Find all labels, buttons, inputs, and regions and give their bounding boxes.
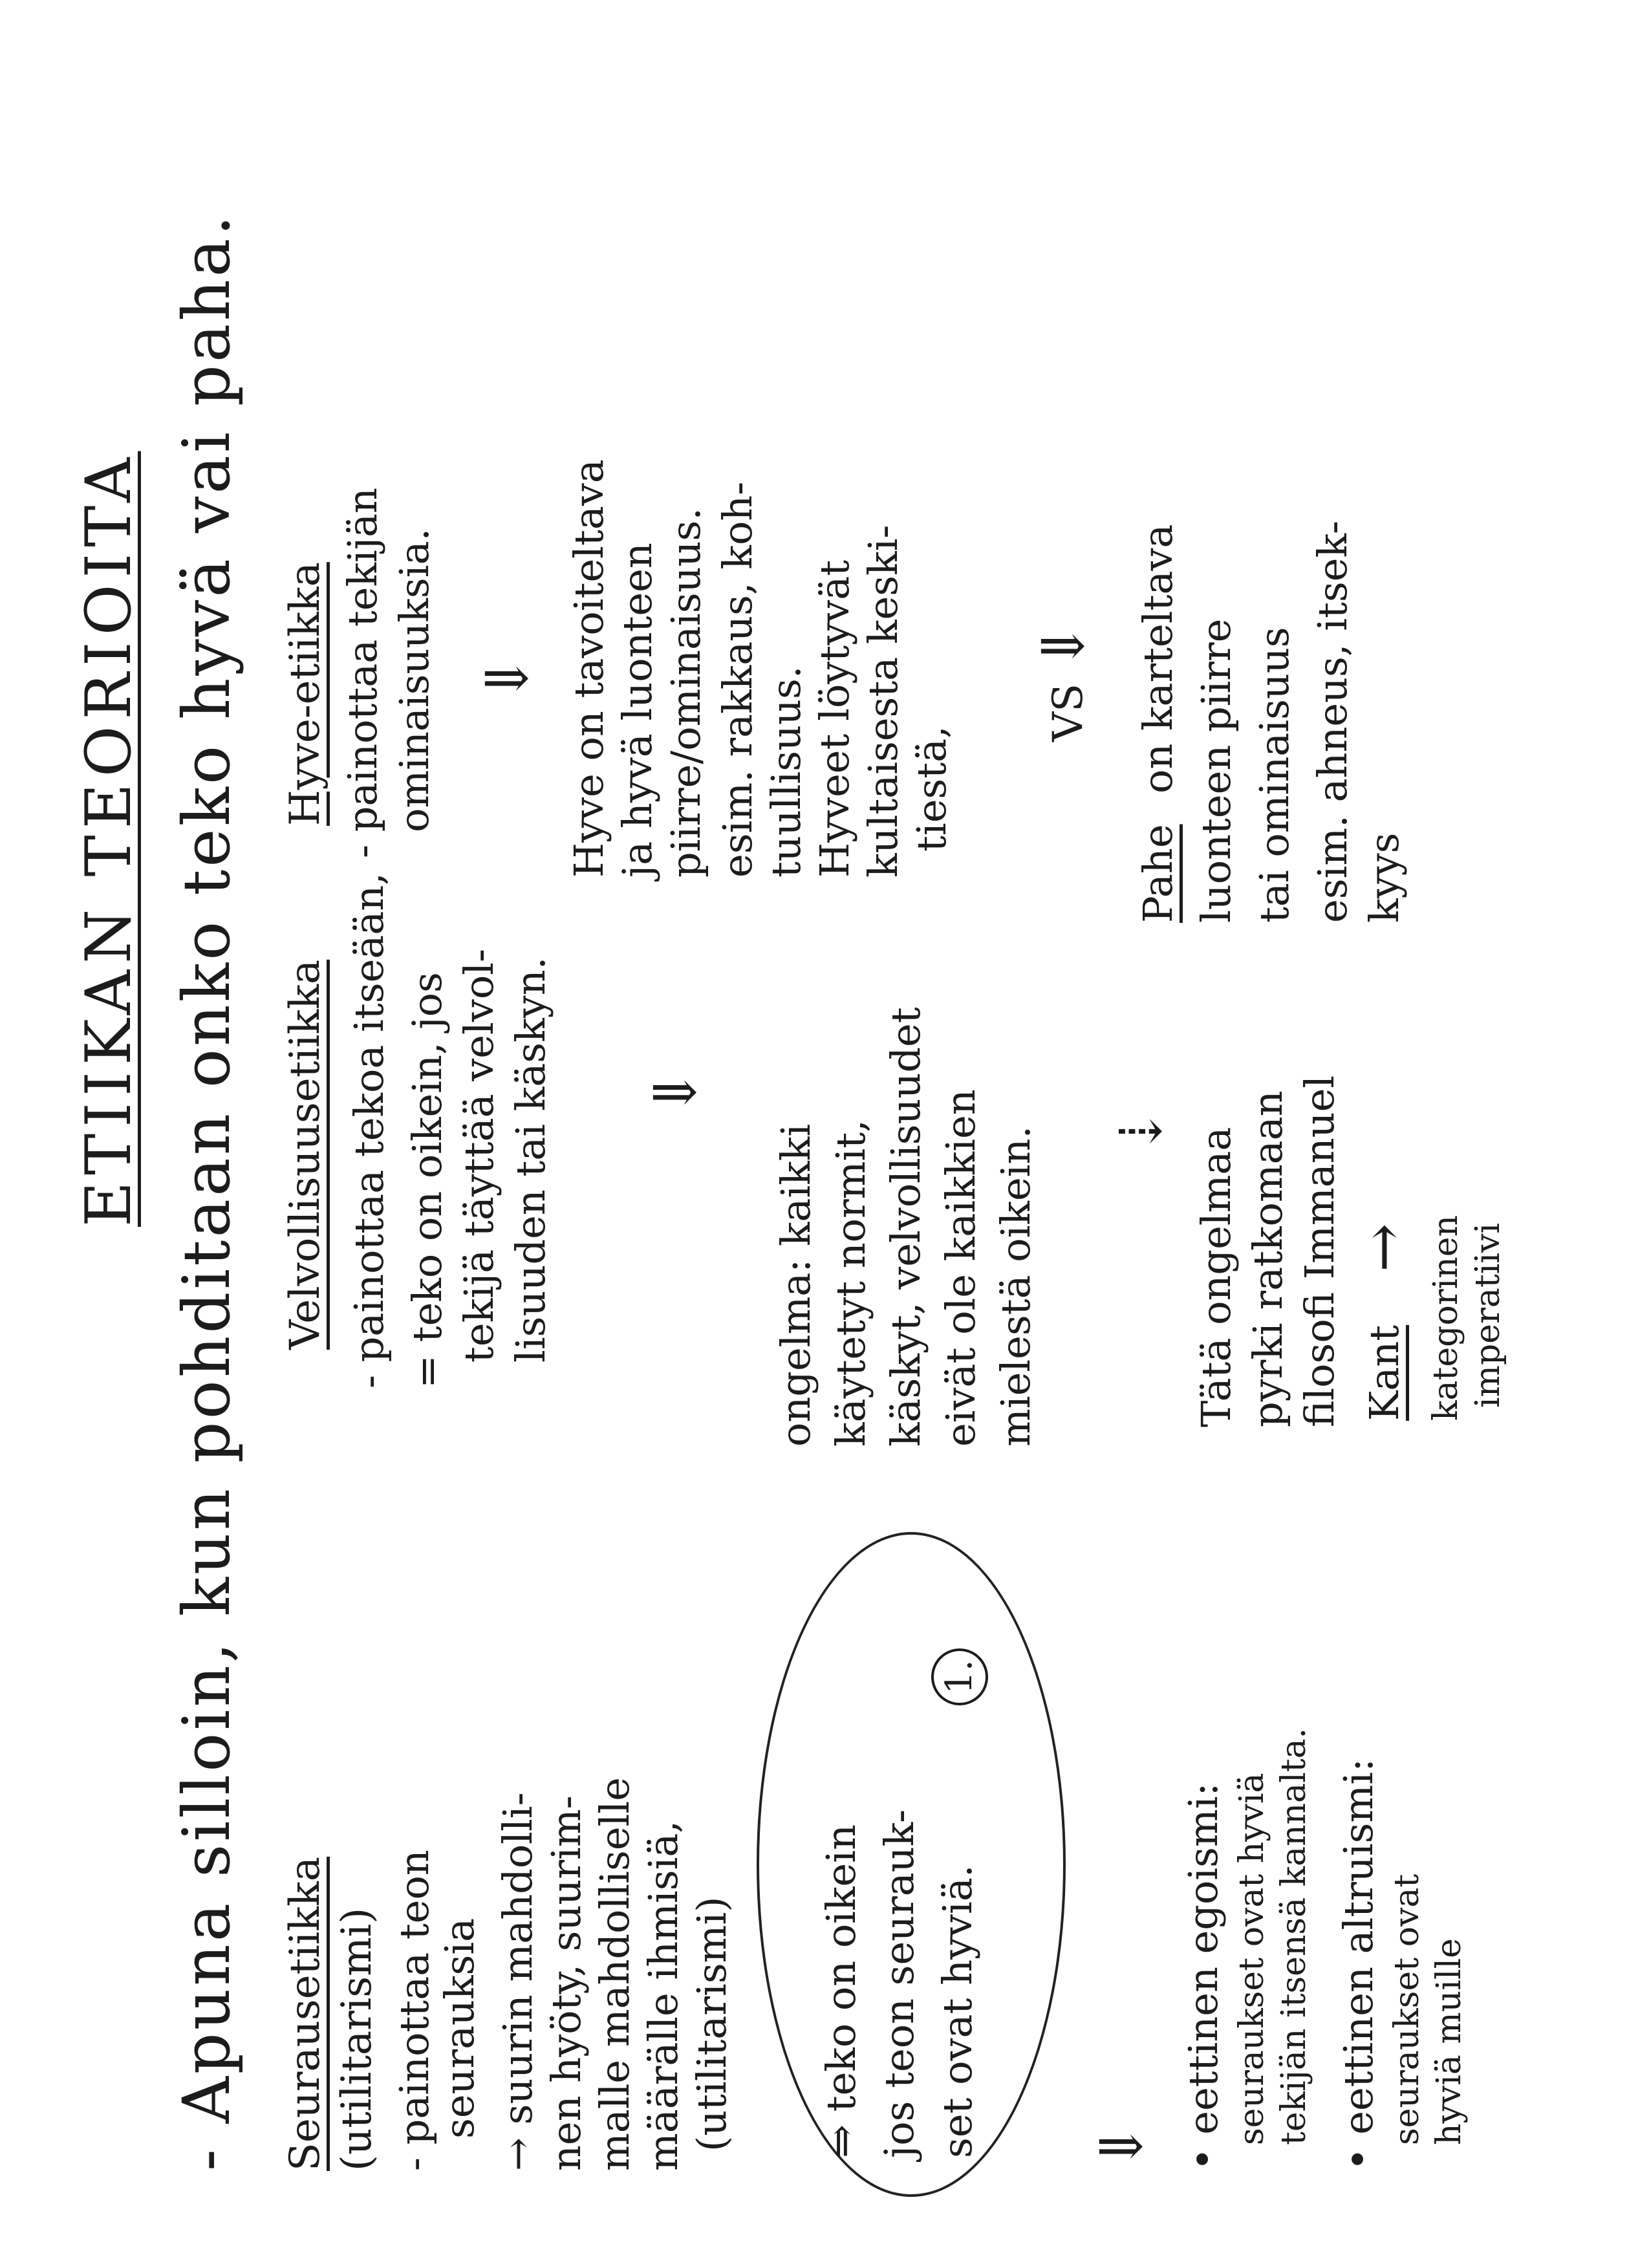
imperative-line: kategorinen <box>1427 1215 1465 1421</box>
down-arrow-icon: ⇓ <box>1029 621 1097 671</box>
pahe-line: on karteltava <box>1134 524 1181 794</box>
col2-heading: Velvollisuusetiikka <box>281 959 329 1350</box>
hyve-line: tiestä, <box>908 726 955 852</box>
oval-line: ⇒ teko on oikein <box>817 1824 865 2158</box>
down-arrow-icon: ⇓ <box>1088 2122 1156 2171</box>
hyve-line: esim. rakkaus, koh- <box>714 481 761 878</box>
egoism-line: seuraukset ovat hyviä <box>1233 1773 1271 2145</box>
vs-label: VS <box>1044 683 1092 742</box>
intro-line: - Apuna silloin, kun pohditaan onko teko hyvä vai paha. <box>169 212 244 2171</box>
problem-line: eivät ole kaikkien <box>937 1089 984 1447</box>
down-arrow-icon: ⇓ <box>641 1068 709 1117</box>
kant-line: Tätä ongelmaa <box>1192 1127 1240 1427</box>
number-badge: 1. <box>931 1648 988 1705</box>
oval-line: jos teon seurauk- <box>876 1809 923 2158</box>
down-arrow-icon: ⇓ <box>473 654 541 703</box>
col1-heading: Seurausetiikka <box>281 1857 329 2171</box>
hyve-line: Hyveet löytyvät <box>811 559 858 878</box>
col3-line: - painottaa tekijän <box>339 488 386 858</box>
col1-line: malle mahdolliselle <box>591 1777 638 2171</box>
page-title: ETIIKAN TEORIOITA <box>72 451 145 1227</box>
oval-line: set ovat hyviä. <box>934 1864 981 2158</box>
hyve-line: piirre/ominaisuus. <box>662 507 709 878</box>
col1-line: → suurin mahdolli- <box>494 1792 541 2171</box>
kant-line: pyrki ratkomaan <box>1244 1090 1291 1427</box>
hyve-line: kultaisesta keski- <box>859 524 907 878</box>
pahe-label: Pahe <box>1134 824 1181 923</box>
altruism-line: seuraukset ovat <box>1388 1874 1427 2145</box>
pahe-line: esim. ahneus, itsek- <box>1309 521 1356 923</box>
pahe-line: tai ominaisuus <box>1251 627 1298 923</box>
right-arrow-icon: → <box>1350 1223 1417 1272</box>
col1-line: nen hyöty, suurim- <box>543 1795 590 2171</box>
pahe-line: luonteen piirre <box>1192 618 1240 923</box>
altruism-heading: • eettinen altruismi: <box>1335 1758 1382 2171</box>
col3-heading: Hyve-etiikka <box>281 562 329 826</box>
imperative-line: imperatiivi <box>1469 1222 1507 1408</box>
egoism-heading: • eettinen egoismi: <box>1180 1782 1227 2171</box>
col1-subheading: (utilitarismi) <box>333 1907 381 2171</box>
col3-line: ominaisuuksia. <box>391 528 438 832</box>
col2-line: lisuuden tai käskyn. <box>507 956 554 1363</box>
pahe-line: kyys <box>1361 832 1408 923</box>
col2-line: tekijä täyttää velvol- <box>455 949 502 1363</box>
egoism-line: tekijän itsensä kannalta. <box>1275 1727 1313 2145</box>
problem-line: mielestä oikein. <box>992 1125 1039 1447</box>
col1-line: määrälle ihmisiä, <box>640 1820 687 2171</box>
kant-line: filosofi Immanuel <box>1296 1075 1343 1427</box>
col1-line: (utilitarismi) <box>688 1896 735 2152</box>
col2-line: - painottaa tekoa itseään, <box>345 872 393 1388</box>
kant-name: Kant <box>1361 1324 1408 1421</box>
problem-line: käskyt, velvollisuudet <box>882 1007 929 1447</box>
col1-line: seurauksia <box>436 1917 483 2139</box>
col2-line: = teko on oikein, jos <box>404 972 451 1388</box>
problem-line: käytetyt normit, <box>827 1119 874 1447</box>
problem-line: ongelma: kaikki <box>772 1123 819 1447</box>
hyve-line: Hyve on tavoiteltava <box>565 459 612 878</box>
col1-line: - painottaa teon <box>391 1850 438 2171</box>
hyve-line: ja hyvä luonteen <box>614 543 661 878</box>
altruism-line: hyviä muille <box>1430 1938 1469 2145</box>
hyve-line: tuullisuus. <box>762 665 810 878</box>
wavy-arrow-icon: ⇣ <box>1107 1107 1175 1156</box>
